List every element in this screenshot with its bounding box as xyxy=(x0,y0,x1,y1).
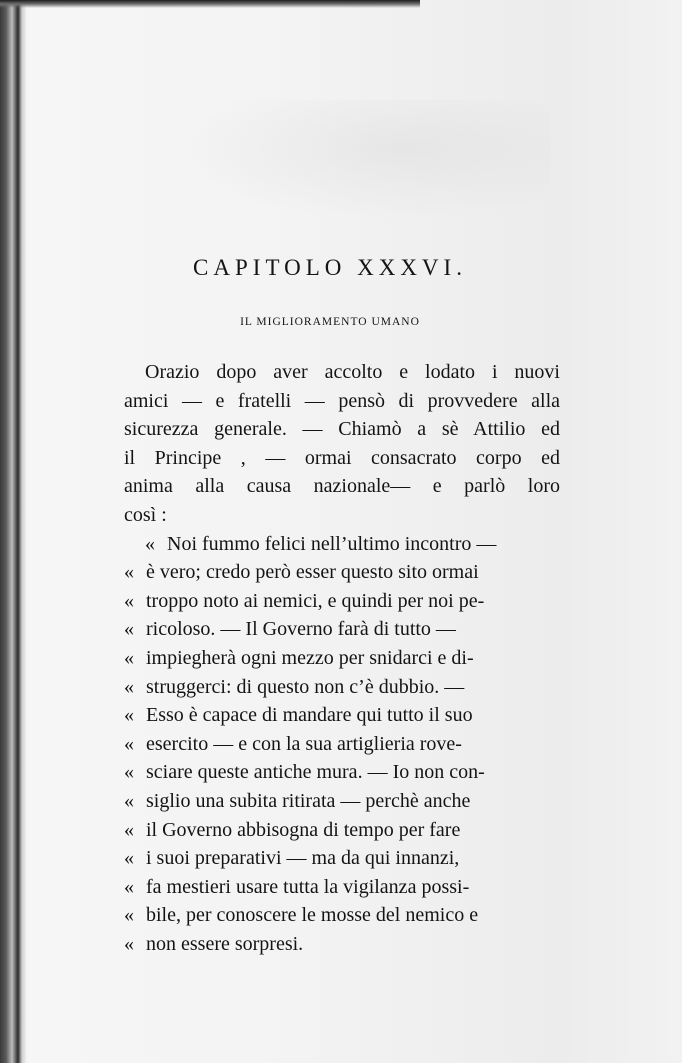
quote-text: ricoloso. — Il Governo farà di tutto — xyxy=(146,618,456,641)
quote-text: sciare queste antiche mura. — Io non con- xyxy=(146,761,485,784)
quote-text: è vero; credo però esser questo sito ormai xyxy=(146,561,479,584)
chapter-subtitle: IL MIGLIORAMENTO UMANO xyxy=(240,316,420,328)
quote-line xyxy=(124,587,560,616)
quote-text: Esso è capace di mandare qui tutto il suo xyxy=(146,704,473,727)
quote-text: bile, per conoscere le mosse del nemico e xyxy=(146,904,479,927)
quote-text: struggerci: di questo non c’è dubbio. — xyxy=(146,675,465,698)
guillemet: « xyxy=(124,932,134,955)
quote-line xyxy=(124,615,560,644)
text-line: così : xyxy=(124,503,167,526)
quote-text: siglio una subita ritirata — perchè anche xyxy=(146,789,471,812)
guillemet: « xyxy=(124,789,134,812)
text-line: anima alla causa nazionale— e parlò loro xyxy=(124,475,560,498)
quote-text: esercito — e con la sua artiglieria rove- xyxy=(146,732,462,755)
text-line: Orazio dopo aver accolto e lodato i nuovi xyxy=(145,361,560,383)
quote-line xyxy=(124,730,560,759)
text-line: il Principe , — ormai consacrato corpo ed xyxy=(124,446,560,469)
quote-line xyxy=(124,673,560,702)
quote-line xyxy=(124,701,560,730)
book-spine-edge xyxy=(0,0,26,1063)
guillemet: « xyxy=(124,618,134,641)
quote-line xyxy=(124,873,560,902)
ink-bleed-through xyxy=(170,100,550,220)
guillemet: « xyxy=(124,646,134,669)
guillemet: « xyxy=(145,532,155,555)
text-line: sicurezza generale. — Chiamò a sè Attilio ed xyxy=(124,418,560,441)
guillemet: « xyxy=(124,761,134,784)
quote-text: fa mestieri usare tutta la vigilanza possi- xyxy=(146,875,470,898)
text-line: amici — e fratelli — pensò di provvedere alla xyxy=(124,389,560,412)
guillemet: « xyxy=(124,904,134,927)
quote-text: impiegherà ogni mezzo per snidarci e di- xyxy=(146,646,474,669)
quote-line xyxy=(124,844,560,873)
guillemet: « xyxy=(124,875,134,898)
quote-text: i suoi preparativi — ma da qui innanzi, xyxy=(146,847,460,870)
body-text xyxy=(124,358,560,958)
quote-text: troppo noto ai nemici, e quindi per noi pe- xyxy=(146,589,485,612)
guillemet: « xyxy=(124,818,134,841)
chapter-title: CAPITOLO XXXVI. xyxy=(193,255,467,280)
quote-line xyxy=(124,787,560,816)
quote-line xyxy=(124,901,560,930)
quote-line xyxy=(124,530,560,559)
page-top-edge xyxy=(0,0,420,8)
quote-line xyxy=(124,644,560,673)
guillemet: « xyxy=(124,704,134,727)
guillemet: « xyxy=(124,561,134,584)
guillemet: « xyxy=(124,589,134,612)
quote-line xyxy=(124,758,560,787)
guillemet: « xyxy=(124,847,134,870)
guillemet: « xyxy=(124,675,134,698)
quote-line xyxy=(124,558,560,587)
quote-line xyxy=(124,930,560,959)
quote-line xyxy=(124,816,560,845)
quote-text: non essere sorpresi. xyxy=(146,932,304,955)
quote-text: il Governo abbisogna di tempo per fare xyxy=(146,818,461,841)
guillemet: « xyxy=(124,732,134,755)
quote-text: Noi fummo felici nell’ultimo incontro — xyxy=(167,532,497,555)
